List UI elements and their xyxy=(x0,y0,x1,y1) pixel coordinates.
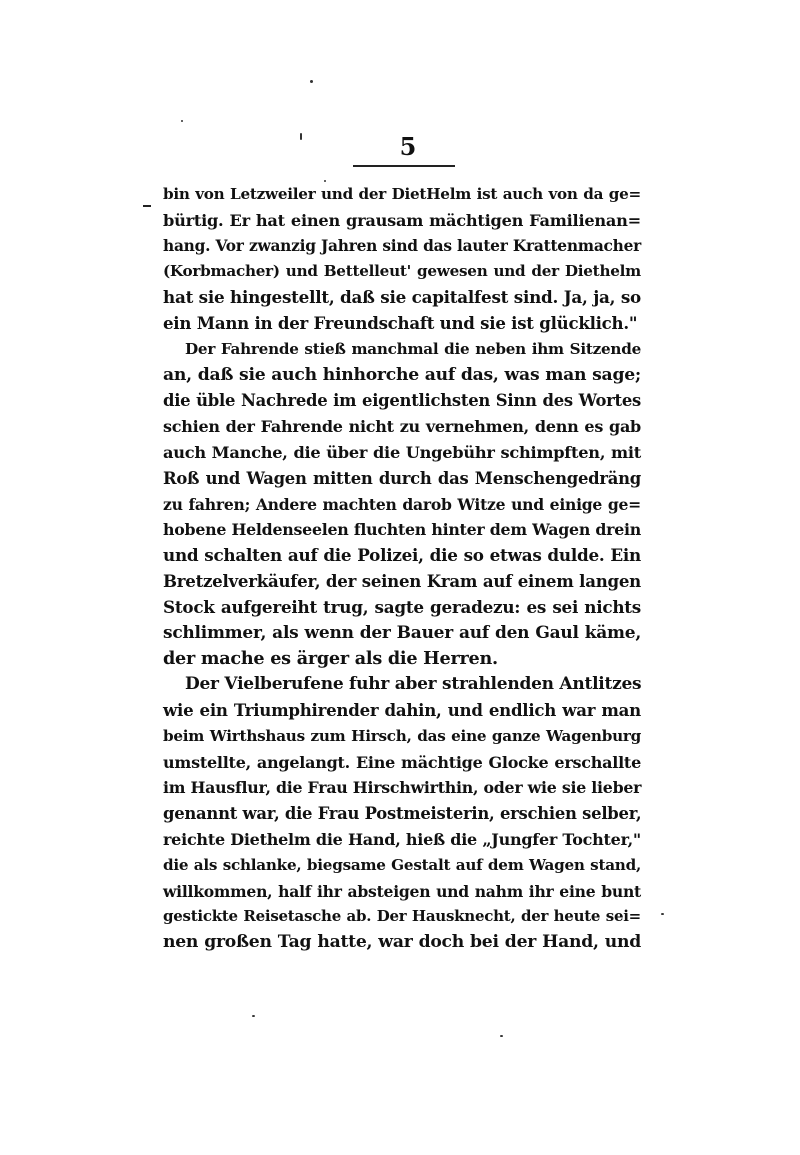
text-line: ein Mann in der Freundschaft und sie ist glücklich." xyxy=(163,312,638,333)
paragraph xyxy=(163,182,641,337)
paragraph xyxy=(163,672,641,956)
text-line: (Korbmacher) und Bettelleut' gewesen und der Diethelm xyxy=(163,262,641,281)
scan-speck xyxy=(300,133,302,140)
text-line: wie ein Triumphirender dahin, und endlich war man xyxy=(163,699,641,720)
text-line: gestickte Reisetasche ab. Der Hausknecht, der heute sei= xyxy=(163,907,641,926)
text-line: Stock aufgereiht trug, sagte geradezu: es sei nichts xyxy=(163,596,641,617)
text-line: zu fahren; Andere machten darob Witze und einige ge= xyxy=(163,494,641,514)
text-line: an, daß sie auch hinhorche auf das, was man sage; xyxy=(163,364,641,385)
text-line: Der Vielberufene fuhr aber strahlenden Antlitzes xyxy=(185,674,642,695)
margin-mark xyxy=(143,205,151,207)
text-line: der mache es ärger als die Herren. xyxy=(163,648,498,670)
body-text xyxy=(163,182,641,956)
text-line: beim Wirthshaus zum Hirsch, das eine ganze Wagenburg xyxy=(163,726,641,745)
text-line: bin von Letzweiler und der DietHelm ist auch von da ge= xyxy=(163,185,641,203)
header-rule xyxy=(353,165,455,167)
text-line: Der Fahrende stieß manchmal die neben ihm Sitzende xyxy=(185,339,641,358)
text-line: umstellte, angelangt. Eine mächtige Glocke erschallte xyxy=(163,752,641,772)
text-line: schien der Fahrende nicht zu vernehmen, denn es gab xyxy=(163,417,641,437)
text-line: schlimmer, als wenn der Bauer auf den Gaul käme, xyxy=(163,622,641,643)
scan-speck xyxy=(252,1015,255,1017)
scan-speck xyxy=(661,913,664,915)
text-line: hat sie hingestellt, daß sie capitalfest sind. Ja, ja, so xyxy=(163,287,641,308)
text-line: Roß und Wagen mitten durch das Menschengedräng xyxy=(163,468,641,488)
text-line: und schalten auf die Polizei, die so etwas dulde. Ein xyxy=(163,545,641,566)
text-line: willkommen, half ihr absteigen und nahm ihr eine bunt xyxy=(163,881,641,901)
text-line: nen großen Tag hatte, war doch bei der Hand, und xyxy=(163,932,641,953)
scan-speck xyxy=(310,80,313,83)
scan-speck xyxy=(500,1035,503,1037)
text-line: die üble Nachrede im eigentlichsten Sinn des Wortes xyxy=(163,391,641,411)
text-line: hang. Vor zwanzig Jahren sind das lauter Krattenmacher xyxy=(163,236,641,255)
text-line: genannt war, die Frau Postmeisterin, erschien selber, xyxy=(163,804,642,824)
text-line: bürtig. Er hat einen grausam mächtigen Familienan= xyxy=(163,210,641,230)
text-line: reichte Diethelm die Hand, hieß die „Jungfer Tochter," xyxy=(163,829,641,849)
text-line: auch Manche, die über die Ungebühr schimpften, mit xyxy=(163,442,641,462)
text-line: hobene Heldenseelen fluchten hinter dem Wagen drein xyxy=(163,520,641,540)
text-line: im Hausflur, die Frau Hirschwirthin, oder wie sie lieber xyxy=(163,778,642,798)
text-line: Bretzelverkäufer, der seinen Kram auf einem langen xyxy=(163,570,641,591)
paragraph xyxy=(163,337,641,672)
scan-speck xyxy=(181,120,183,122)
text-line: die als schlanke, biegsame Gestalt auf dem Wagen stand, xyxy=(163,855,641,874)
page-number: 5 xyxy=(399,132,417,161)
